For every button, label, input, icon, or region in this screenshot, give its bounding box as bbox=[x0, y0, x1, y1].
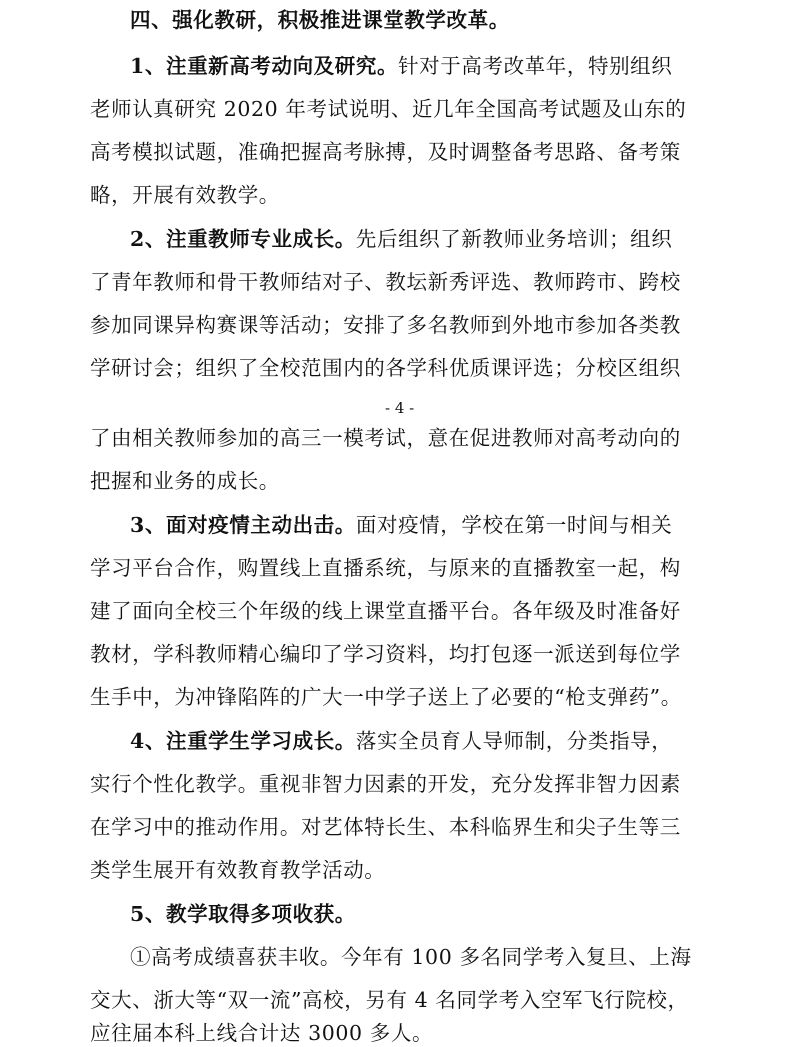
item-4-title: 4、注重学生学习成长。 bbox=[130, 729, 356, 753]
paragraph-line: 在学习中的推动作用。对艺体特长生、本科临界生和尖子生等三 bbox=[90, 815, 681, 839]
paragraph-line: 参加同课异构赛课等活动；安排了多名教师到外地市参加各类教 bbox=[90, 313, 681, 337]
paragraph-line: 生手中，为冲锋陷阵的广大一中学子送上了必要的“枪支弹药”。 bbox=[90, 685, 682, 709]
page-number: - 4 - bbox=[385, 399, 415, 417]
item-4-first-line bbox=[130, 727, 760, 755]
paragraph-line: 学研讨会；组织了全校范围内的各学科优质课评选；分校区组织 bbox=[90, 356, 681, 380]
paragraph-line: 略，开展有效教学。 bbox=[90, 183, 280, 207]
paragraph-line: 教材，学科教师精心编印了学习资料，均打包逐一派送到每位学 bbox=[90, 642, 681, 666]
section-heading: 四、强化教研，积极推进课堂教学改革。 bbox=[130, 8, 510, 32]
paragraph-line: 应往届本科上线合计达 3000 多人。 bbox=[90, 1021, 434, 1045]
paragraph-line: 老师认真研究 2020 年考试说明、近几年全国高考试题及山东的 bbox=[90, 97, 687, 121]
paragraph-line: 高考模拟试题，准确把握高考脉搏，及时调整备考思路、备考策 bbox=[90, 140, 681, 164]
paragraph-line: 类学生展开有效教育教学活动。 bbox=[90, 858, 386, 882]
sub-item-line: ①高考成绩喜获丰收。今年有 100 多名同学考入复旦、上海 bbox=[130, 945, 692, 969]
paragraph-line: 实行个性化教学。重视非智力因素的开发，充分发挥非智力因素 bbox=[90, 772, 681, 796]
item-1-text: 针对于高考改革年，特别组织 bbox=[398, 54, 673, 78]
item-2-text: 先后组织了新教师业务培训；组织 bbox=[355, 227, 673, 251]
paragraph-line: 建了面向全校三个年级的线上课堂直播平台。各年级及时准备好 bbox=[90, 599, 681, 623]
item-2-first-line bbox=[130, 225, 760, 253]
item-4-text: 落实全员育人导师制，分类指导， bbox=[355, 729, 673, 753]
item-1-first-line bbox=[130, 52, 760, 80]
paragraph-line: 学习平台合作，购置线上直播系统，与原来的直播教室一起，构 bbox=[90, 556, 681, 580]
item-1-title: 1、注重新高考动向及研究。 bbox=[130, 54, 399, 78]
paragraph-line: 把握和业务的成长。 bbox=[90, 469, 280, 493]
paragraph-line: 交大、浙大等“双一流”高校，另有 4 名同学考入空军飞行院校， bbox=[90, 988, 689, 1012]
item-3-title: 3、面对疫情主动出击。 bbox=[130, 513, 356, 537]
paragraph-line: 了青年教师和骨干教师结对子、教坛新秀评选、教师跨市、跨校 bbox=[90, 270, 681, 294]
paragraph-line: 了由相关教师参加的高三一模考试，意在促进教师对高考动向的 bbox=[90, 426, 681, 450]
item-3-first-line bbox=[130, 511, 760, 539]
item-5-title: 5、教学取得多项收获。 bbox=[130, 902, 356, 926]
item-3-text: 面对疫情，学校在第一时间与相关 bbox=[355, 513, 673, 537]
item-2-title: 2、注重教师专业成长。 bbox=[130, 227, 356, 251]
